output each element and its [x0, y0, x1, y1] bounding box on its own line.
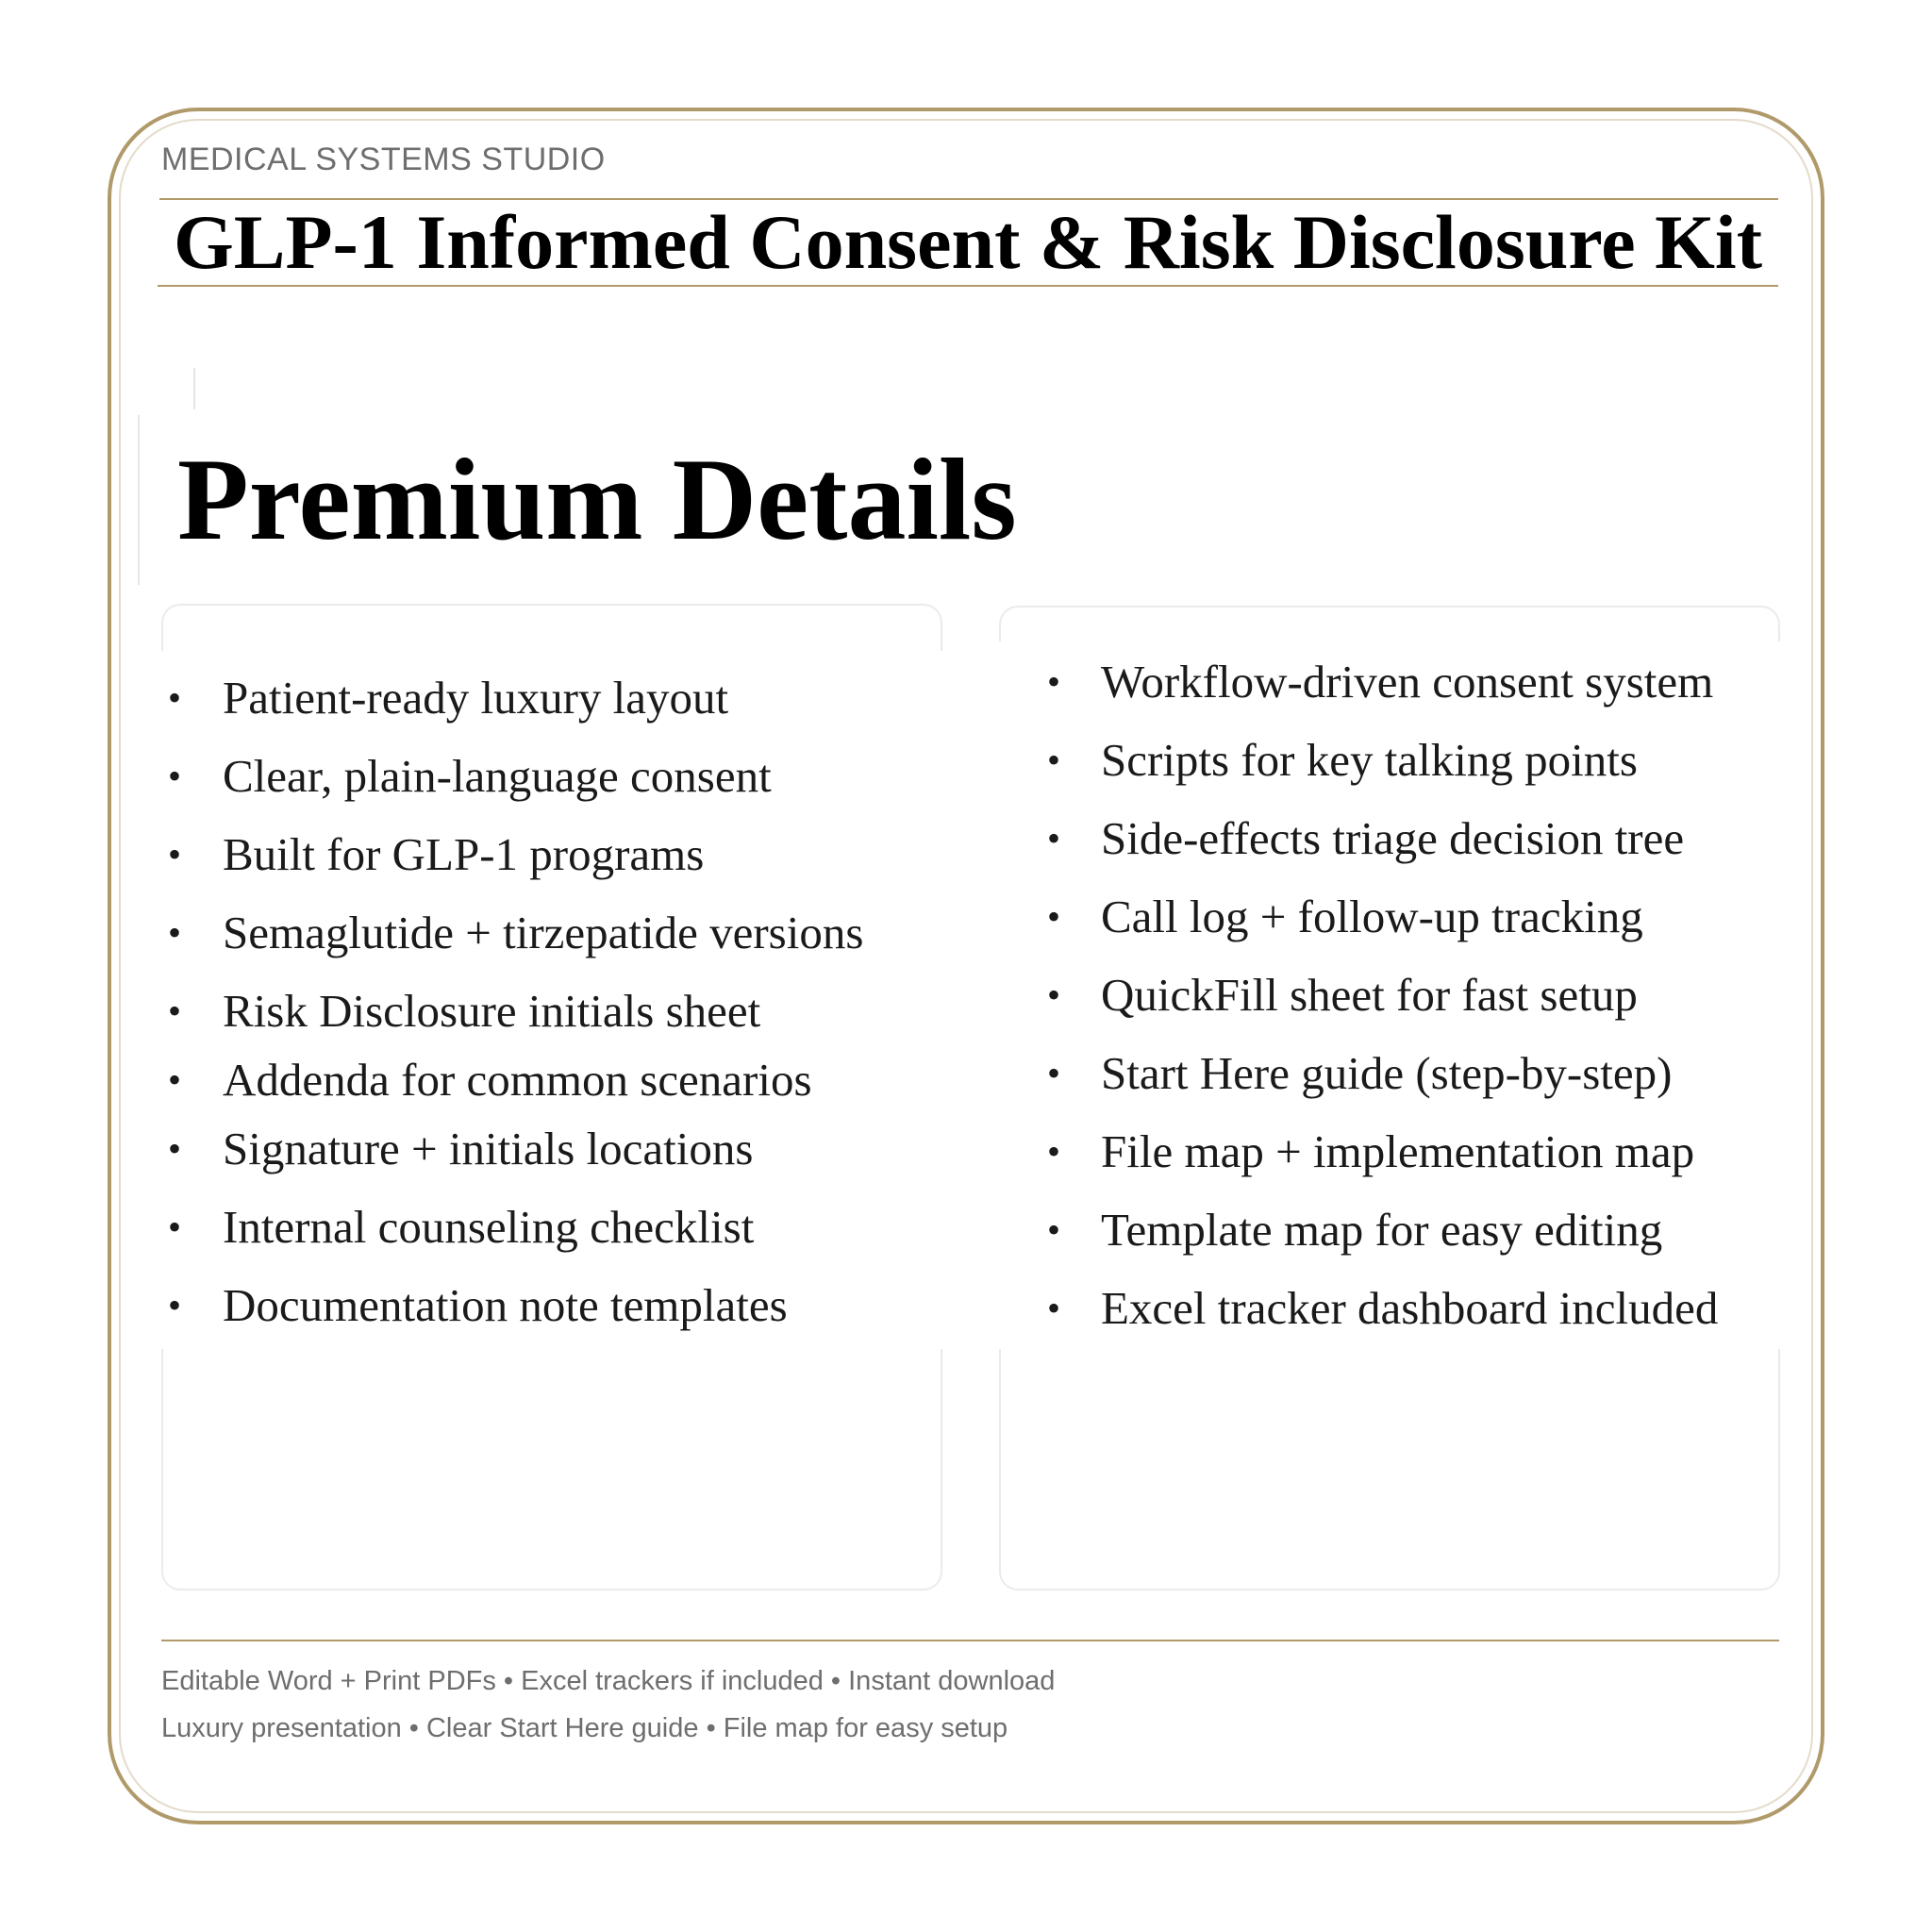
footer-line-1: Editable Word + Print PDFs • Excel trackers if included • Instant download [161, 1666, 1056, 1696]
bullet-icon: • [168, 833, 182, 875]
brand-label: MEDICAL SYSTEMS STUDIO [161, 142, 606, 177]
bullet-icon: • [168, 911, 182, 954]
bullet-icon: • [168, 755, 182, 797]
features-list-left: • Patient-ready luxury layout • Clear, plain-language consent • Built for GLP-1 programs • Semaglutide + tirzepatide versions • Risk Disclosure initials sheet • Addenda for common scenarios • Signature + initials locations • Internal counseling checklist • Documentation note templates [168, 670, 941, 1349]
bullet-icon: • [1047, 1208, 1061, 1251]
bullet-icon: • [1047, 739, 1061, 781]
bullet-icon: • [168, 676, 182, 719]
bullet-icon: • [168, 1206, 182, 1248]
title-bottom-rule [158, 285, 1778, 287]
bullet-icon: • [1047, 1130, 1061, 1173]
bullet-icon: • [1047, 974, 1061, 1016]
bullet-icon: • [1047, 817, 1061, 859]
page-title: GLP-1 Informed Consent & Risk Disclosure Kit [173, 199, 1763, 285]
footer-line-2: Luxury presentation • Clear Start Here guide • File map for easy setup [161, 1713, 1008, 1743]
decorative-line [193, 368, 195, 409]
bullet-icon: • [168, 1127, 182, 1170]
bullet-icon: • [1047, 1052, 1061, 1094]
bullet-icon: • [1047, 1287, 1061, 1329]
section-heading: Premium Details [177, 435, 1017, 564]
bullet-icon: • [168, 990, 182, 1032]
footer-rule [161, 1640, 1779, 1641]
decorative-line [138, 415, 140, 585]
features-list-right: • Workflow-driven consent system • Scripts for key talking points • Side-effects triage decision tree • Call log + follow-up tracking • QuickFill sheet for fast setup • Start Here guide (step-by-step) • File map + implementation map • Template map for easy editing • Excel tracker dashboard included [1047, 654, 1792, 1342]
bullet-icon: • [168, 1058, 182, 1101]
bullet-icon: • [168, 1284, 182, 1326]
bullet-icon: • [1047, 895, 1061, 938]
bullet-icon: • [1047, 660, 1061, 703]
